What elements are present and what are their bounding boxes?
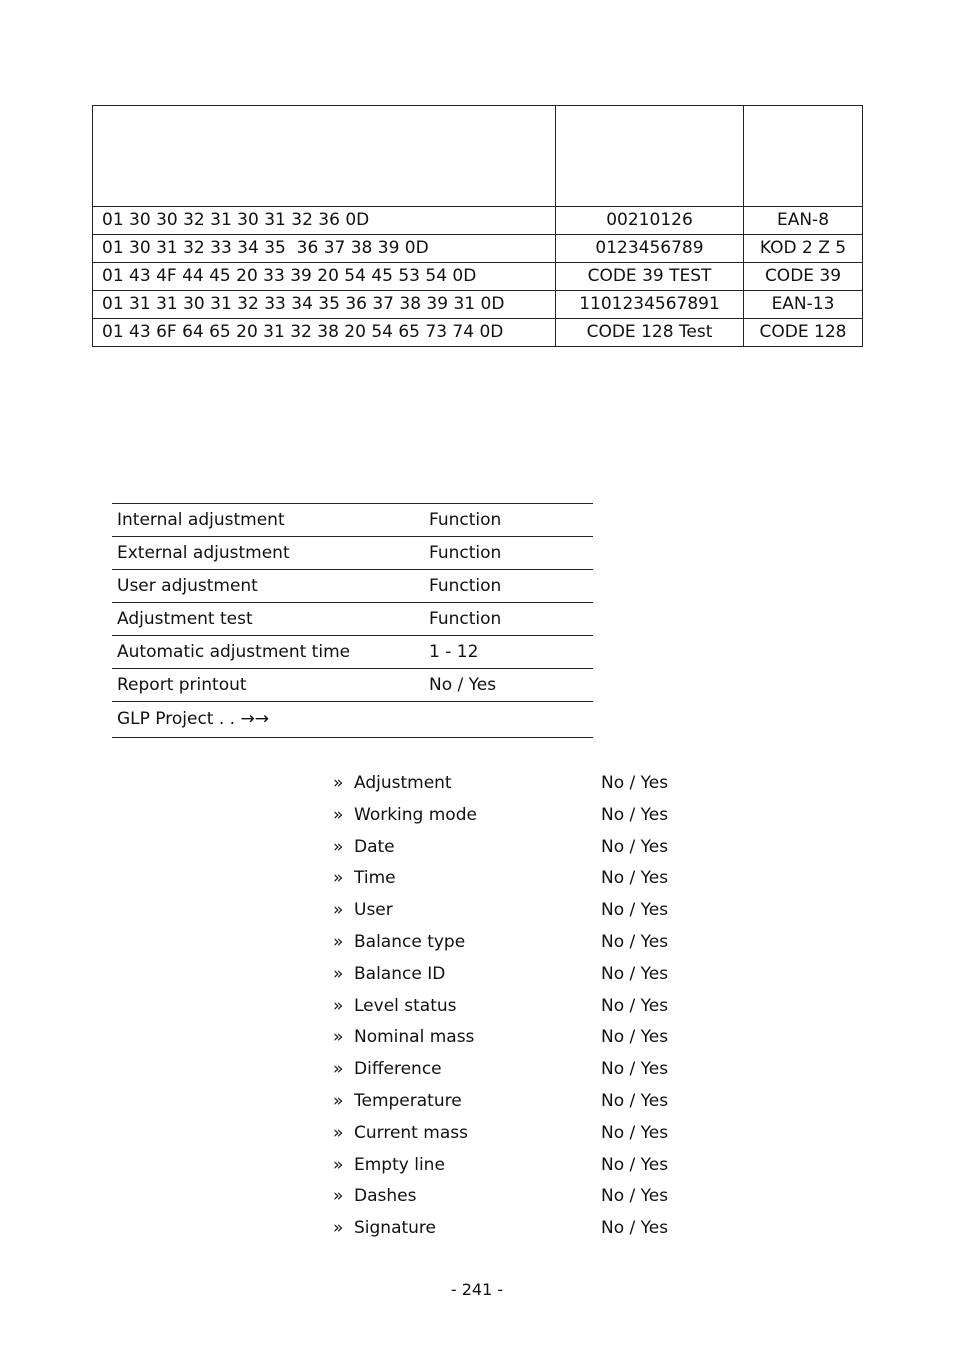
decoded-value-cell: 0123456789	[556, 235, 744, 263]
option-label: Balance type	[354, 931, 466, 952]
option-label: Nominal mass	[354, 1027, 475, 1048]
setting-label: Automatic adjustment time	[112, 636, 424, 669]
table-row	[93, 263, 863, 291]
bullet-icon: »	[333, 1186, 344, 1207]
bullet-icon: »	[333, 1218, 344, 1239]
list-item	[333, 927, 713, 959]
option-label: Difference	[354, 1059, 442, 1080]
list-item	[333, 895, 713, 927]
list-item	[333, 1086, 713, 1118]
bullet-icon: »	[333, 1027, 344, 1048]
option-value: No / Yes	[601, 931, 669, 952]
setting-value: 1 - 12	[424, 636, 593, 669]
bullet-icon: »	[333, 963, 344, 984]
table-row	[112, 669, 593, 702]
setting-value: Function	[424, 603, 593, 636]
option-label: Level status	[354, 995, 457, 1016]
bullet-icon: »	[333, 900, 344, 921]
hex-code-cell: 01 30 30 32 31 30 31 32 36 0D	[93, 207, 556, 235]
option-value: No / Yes	[601, 1027, 669, 1048]
header-cell-data	[556, 106, 744, 207]
bullet-icon: »	[333, 804, 344, 825]
option-value: No / Yes	[601, 1186, 669, 1207]
table-row	[93, 207, 863, 235]
option-label: Balance ID	[354, 963, 446, 984]
page-number: - 241 -	[450, 1280, 504, 1299]
option-value: No / Yes	[601, 1122, 669, 1143]
barcode-table	[92, 105, 863, 347]
list-item	[333, 1150, 713, 1182]
option-label: Dashes	[354, 1186, 417, 1207]
option-label: Adjustment	[354, 773, 452, 793]
setting-value: Function	[424, 537, 593, 570]
glp-options-list	[333, 768, 713, 1245]
option-label: Working mode	[354, 804, 477, 825]
bullet-icon: »	[333, 1090, 344, 1111]
barcode-type-cell: KOD 2 Z 5	[744, 235, 863, 263]
option-label: User	[354, 900, 393, 921]
option-label: Signature	[354, 1218, 437, 1239]
option-value: No / Yes	[601, 1154, 669, 1175]
option-value: No / Yes	[601, 1090, 669, 1111]
option-value: No / Yes	[601, 773, 669, 793]
decoded-value-cell: CODE 128 Test	[556, 319, 744, 347]
list-item	[333, 863, 713, 895]
decoded-value-cell: 00210126	[556, 207, 744, 235]
setting-label: Adjustment test	[112, 603, 424, 636]
list-item	[333, 1054, 713, 1086]
setting-value: No / Yes	[424, 669, 593, 702]
barcode-type-cell: EAN-8	[744, 207, 863, 235]
option-label: Empty line	[354, 1154, 445, 1175]
bullet-icon: »	[333, 868, 344, 889]
list-item	[333, 959, 713, 991]
bullet-icon: »	[333, 931, 344, 952]
adjustment-settings-table	[112, 503, 593, 738]
option-value: No / Yes	[601, 963, 669, 984]
header-cell-code	[93, 106, 556, 207]
table-row	[112, 570, 593, 603]
list-item	[333, 1022, 713, 1054]
table-row	[112, 504, 593, 537]
table-row	[112, 603, 593, 636]
setting-label: Internal adjustment	[112, 504, 424, 537]
decoded-value-cell: 1101234567891	[556, 291, 744, 319]
table-row	[112, 537, 593, 570]
list-item	[333, 1181, 713, 1213]
option-value: No / Yes	[601, 804, 669, 825]
setting-label: Report printout	[112, 669, 424, 702]
option-value: No / Yes	[601, 995, 669, 1016]
list-item	[333, 991, 713, 1023]
glp-project-label: GLP Project . . →→	[112, 702, 593, 738]
setting-value: Function	[424, 570, 593, 603]
hex-code-cell: 01 30 31 32 33 34 35 36 37 38 39 0D	[93, 235, 556, 263]
option-value: No / Yes	[601, 868, 669, 889]
option-value: No / Yes	[601, 1059, 669, 1080]
table-row	[93, 291, 863, 319]
list-item	[333, 800, 713, 832]
barcode-type-cell: CODE 39	[744, 263, 863, 291]
list-item	[333, 832, 713, 864]
barcode-type-cell: EAN-13	[744, 291, 863, 319]
header-cell-type	[744, 106, 863, 207]
option-label: Date	[354, 836, 395, 857]
option-value: No / Yes	[601, 836, 669, 857]
option-label: Temperature	[354, 1090, 462, 1111]
bullet-icon: »	[333, 1154, 344, 1175]
list-item	[333, 1118, 713, 1150]
hex-code-cell: 01 43 6F 64 65 20 31 32 38 20 54 65 73 74 0D	[93, 319, 556, 347]
option-value: No / Yes	[601, 900, 669, 921]
table-row	[112, 636, 593, 669]
barcode-table-header	[93, 106, 863, 207]
bullet-icon: »	[333, 836, 344, 857]
option-label: Current mass	[354, 1122, 468, 1143]
hex-code-cell: 01 43 4F 44 45 20 33 39 20 54 45 53 54 0D	[93, 263, 556, 291]
table-row	[93, 235, 863, 263]
list-item	[333, 1213, 713, 1245]
option-label: Time	[354, 868, 396, 889]
list-item	[333, 768, 713, 800]
bullet-icon: »	[333, 1059, 344, 1080]
bullet-icon: »	[333, 1122, 344, 1143]
setting-value: Function	[424, 504, 593, 537]
decoded-value-cell: CODE 39 TEST	[556, 263, 744, 291]
setting-label: User adjustment	[112, 570, 424, 603]
barcode-type-cell: CODE 128	[744, 319, 863, 347]
bullet-icon: »	[333, 773, 344, 793]
table-row	[93, 319, 863, 347]
setting-label: External adjustment	[112, 537, 424, 570]
bullet-icon: »	[333, 995, 344, 1016]
option-value: No / Yes	[601, 1218, 669, 1239]
hex-code-cell: 01 31 31 30 31 32 33 34 35 36 37 38 39 31 0D	[93, 291, 556, 319]
table-row	[112, 702, 593, 738]
